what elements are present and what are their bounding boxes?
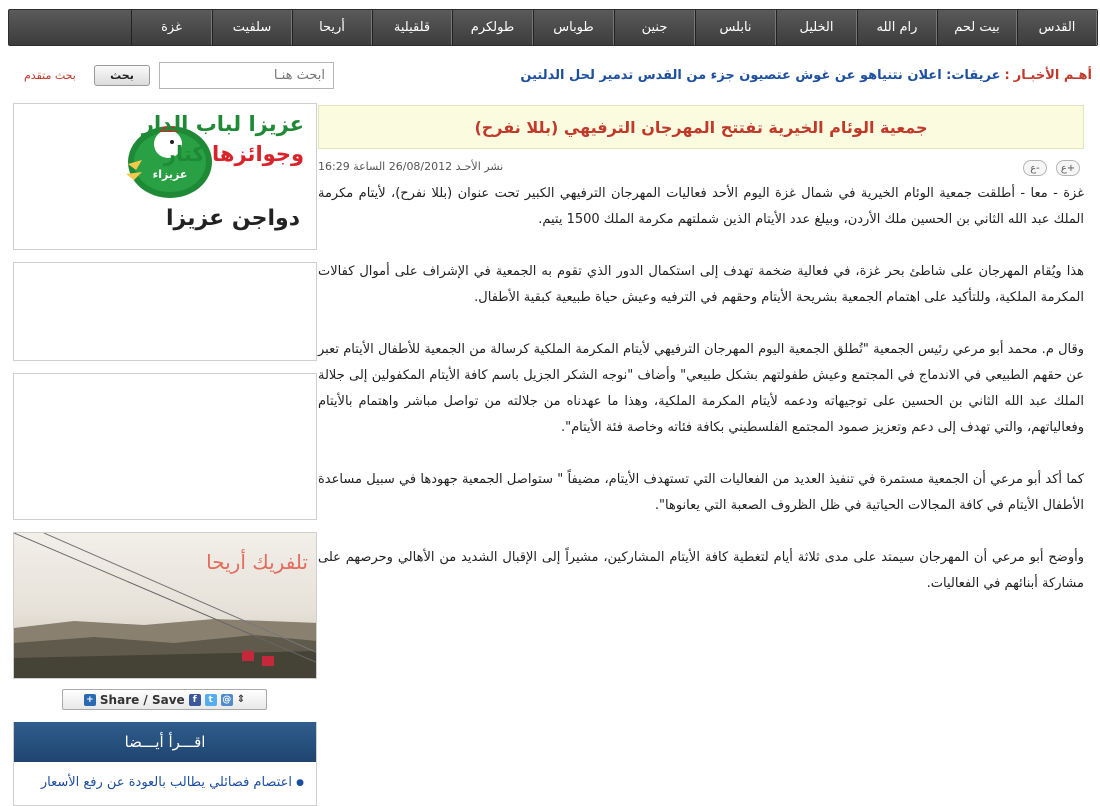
twitter-icon[interactable]: t <box>205 694 217 706</box>
read-also-item[interactable]: ● اعتصام فصائلي يطالب بالعودة عن رفع الأسعار <box>26 774 304 792</box>
share-menu-icon[interactable]: ⇕ <box>236 694 246 705</box>
share-label: Share / Save <box>99 692 185 707</box>
nav-item-tulkarm[interactable]: طولكرم <box>452 10 533 45</box>
share-save-button[interactable] <box>62 689 267 710</box>
cable-car-2 <box>262 656 274 666</box>
cable-car-1 <box>242 651 254 661</box>
jericho-cable-car-ad[interactable] <box>13 532 317 679</box>
article-body <box>318 181 1084 623</box>
nav-item-nablus[interactable]: نابلس <box>695 10 776 45</box>
article-paragraph: كما أكد أبو مرعي أن الجمعية مستمرة في تنفيذ العديد من الفعاليات التي تستهدف الأيتام، مضيفاً " ستواصل الجمعية جهودها في سبيل مساعدة الأطفال الأيتام في كافة المجالات الحياتية في ظل الظروف الصعبة التي يعانوها". <box>318 472 1084 513</box>
article-title-box <box>318 105 1084 149</box>
azeeza-slogan-line2 <box>164 142 304 166</box>
top-navigation <box>8 9 1098 46</box>
news-ticker <box>432 62 1092 88</box>
jericho-ad-text: تلفريك أريحا <box>206 550 308 574</box>
email-icon[interactable]: @ <box>222 694 232 705</box>
share-plus-icon: + <box>84 694 96 706</box>
azeeza-brand-name: دواجن عزيزا <box>165 206 300 231</box>
article-paragraph: غزة - معا - أطلقت جمعية الوئام الخيرية في شمال غزة اليوم الأحد فعاليات المهرجان الترفيهي الكبير تحت عنوان (بللا نفرح)، لأيتام مكرمة الملك عبد الله الثاني بن الحسين ملك الأردن، وبيلغ عدد الأيتام الذين شملتهم مكرمة الملك 1500 يتيم. <box>318 186 1084 227</box>
ticker-headline[interactable]: عريقات: اعلان نتنياهو عن غوش عتصيون جزء من القدس تدمير لحل الدلتين <box>520 67 1001 83</box>
empty-ad-slot-1 <box>13 262 317 361</box>
facebook-icon[interactable]: f <box>189 694 201 706</box>
empty-ad-slot-2 <box>13 373 317 520</box>
nav-item-salfit[interactable]: سلفيت <box>212 10 292 45</box>
read-also-box <box>13 722 317 806</box>
nav-item-tubas[interactable]: طوباس <box>533 10 614 45</box>
font-increase-button[interactable]: ع+ <box>1056 160 1080 176</box>
azeeza-logo-text: عزيزاء <box>152 168 188 181</box>
nav-item-gaza[interactable]: غزة <box>131 10 212 45</box>
nav-item-ramallah[interactable]: رام الله <box>857 10 937 45</box>
search-button[interactable]: بحث <box>94 65 150 86</box>
nav-item-bethlehem[interactable]: بيت لحم <box>937 10 1017 45</box>
font-decrease-button[interactable]: ع- <box>1023 160 1047 176</box>
advanced-search-link[interactable]: بحث متقدم <box>24 69 76 82</box>
read-also-list <box>14 762 316 792</box>
article-paragraph: وأوضح أبو مرعي أن المهرجان سيمتد على مدى ثلاثة أيام لتغطية كافة الأيتام المشاركين، مشيراً إلى الإقبال الشديد من الأهالي وحرصهم على مشاركة أبنائهم في الفعاليات. <box>318 550 1084 591</box>
nav-item-hebron[interactable]: الخليل <box>776 10 857 45</box>
ticker-label: أهـم الأخبـار <box>1013 67 1092 83</box>
read-also-header: اقـــرأ أيـــضا <box>14 722 316 762</box>
ticker-separator: : <box>1004 67 1010 83</box>
article-paragraph: هذا ويُقام المهرجان على شاطئ بحر غزة، في فعالية ضخمة تهدف إلى استكمال الدور الذي تقوم به الجمعية في الإشراف على أموال كفالات المكرمة الملكية، وللتأكيد على اهتمام الجمعية بشريحة الأيتام وحقهم في الترفيه وعيش حياة طبيعية كبقية الأطفال. <box>318 264 1084 305</box>
azeeza-ad-banner[interactable] <box>13 103 317 250</box>
azeeza-slogan-line1: عزيزا لباب الدار <box>141 112 304 136</box>
azeeza-slogan-many: كتار <box>163 142 205 166</box>
article-paragraph: وقال م. محمد أبو مرعي رئيس الجمعية "تُطلق الجمعية اليوم المهرجان الترفيهي لأيتام المكرمة الملكية كرسالة من الجمعية للأطفال الأيتام تعبر عن حقهم الطبيعي في الاندماج في المجتمع وعيش طفولتهم بشكل طبيعي" وأضاف "نوجه الشكر الجزيل باسم كافة الأيتام المكفولين إلى جلالة الملك عبد الله الثاني بن الحسين على توجيهاته ودعمه لأيتام المكرمة الملكية، وهذا ما عهدناه من جلالته من تواصل مباشر واهتمام بالأيتام وفعالياتهم، والتي تهدف إلى دعم وتعزيز صمود المجتمع الفلسطيني بكافة فئاته وخاصة فئة الأيتام". <box>318 342 1084 435</box>
azeeza-slogan-prizes: وجوائزها <box>212 142 304 166</box>
nav-item-jericho[interactable]: أريحا <box>292 10 372 45</box>
article-title: جمعية الوئام الخيرية تفتتح المهرجان الترفيهي (بللا نفرح) <box>474 117 928 137</box>
nav-item-jerusalem[interactable]: القدس <box>1017 10 1097 45</box>
nav-item-jenin[interactable]: جنين <box>614 10 695 45</box>
search-input[interactable] <box>159 62 334 89</box>
article-publish-date: نشر الأحـد 26/08/2012 الساعة 16:29 <box>318 160 504 173</box>
nav-item-qalqilya[interactable]: قلقيلية <box>372 10 452 45</box>
